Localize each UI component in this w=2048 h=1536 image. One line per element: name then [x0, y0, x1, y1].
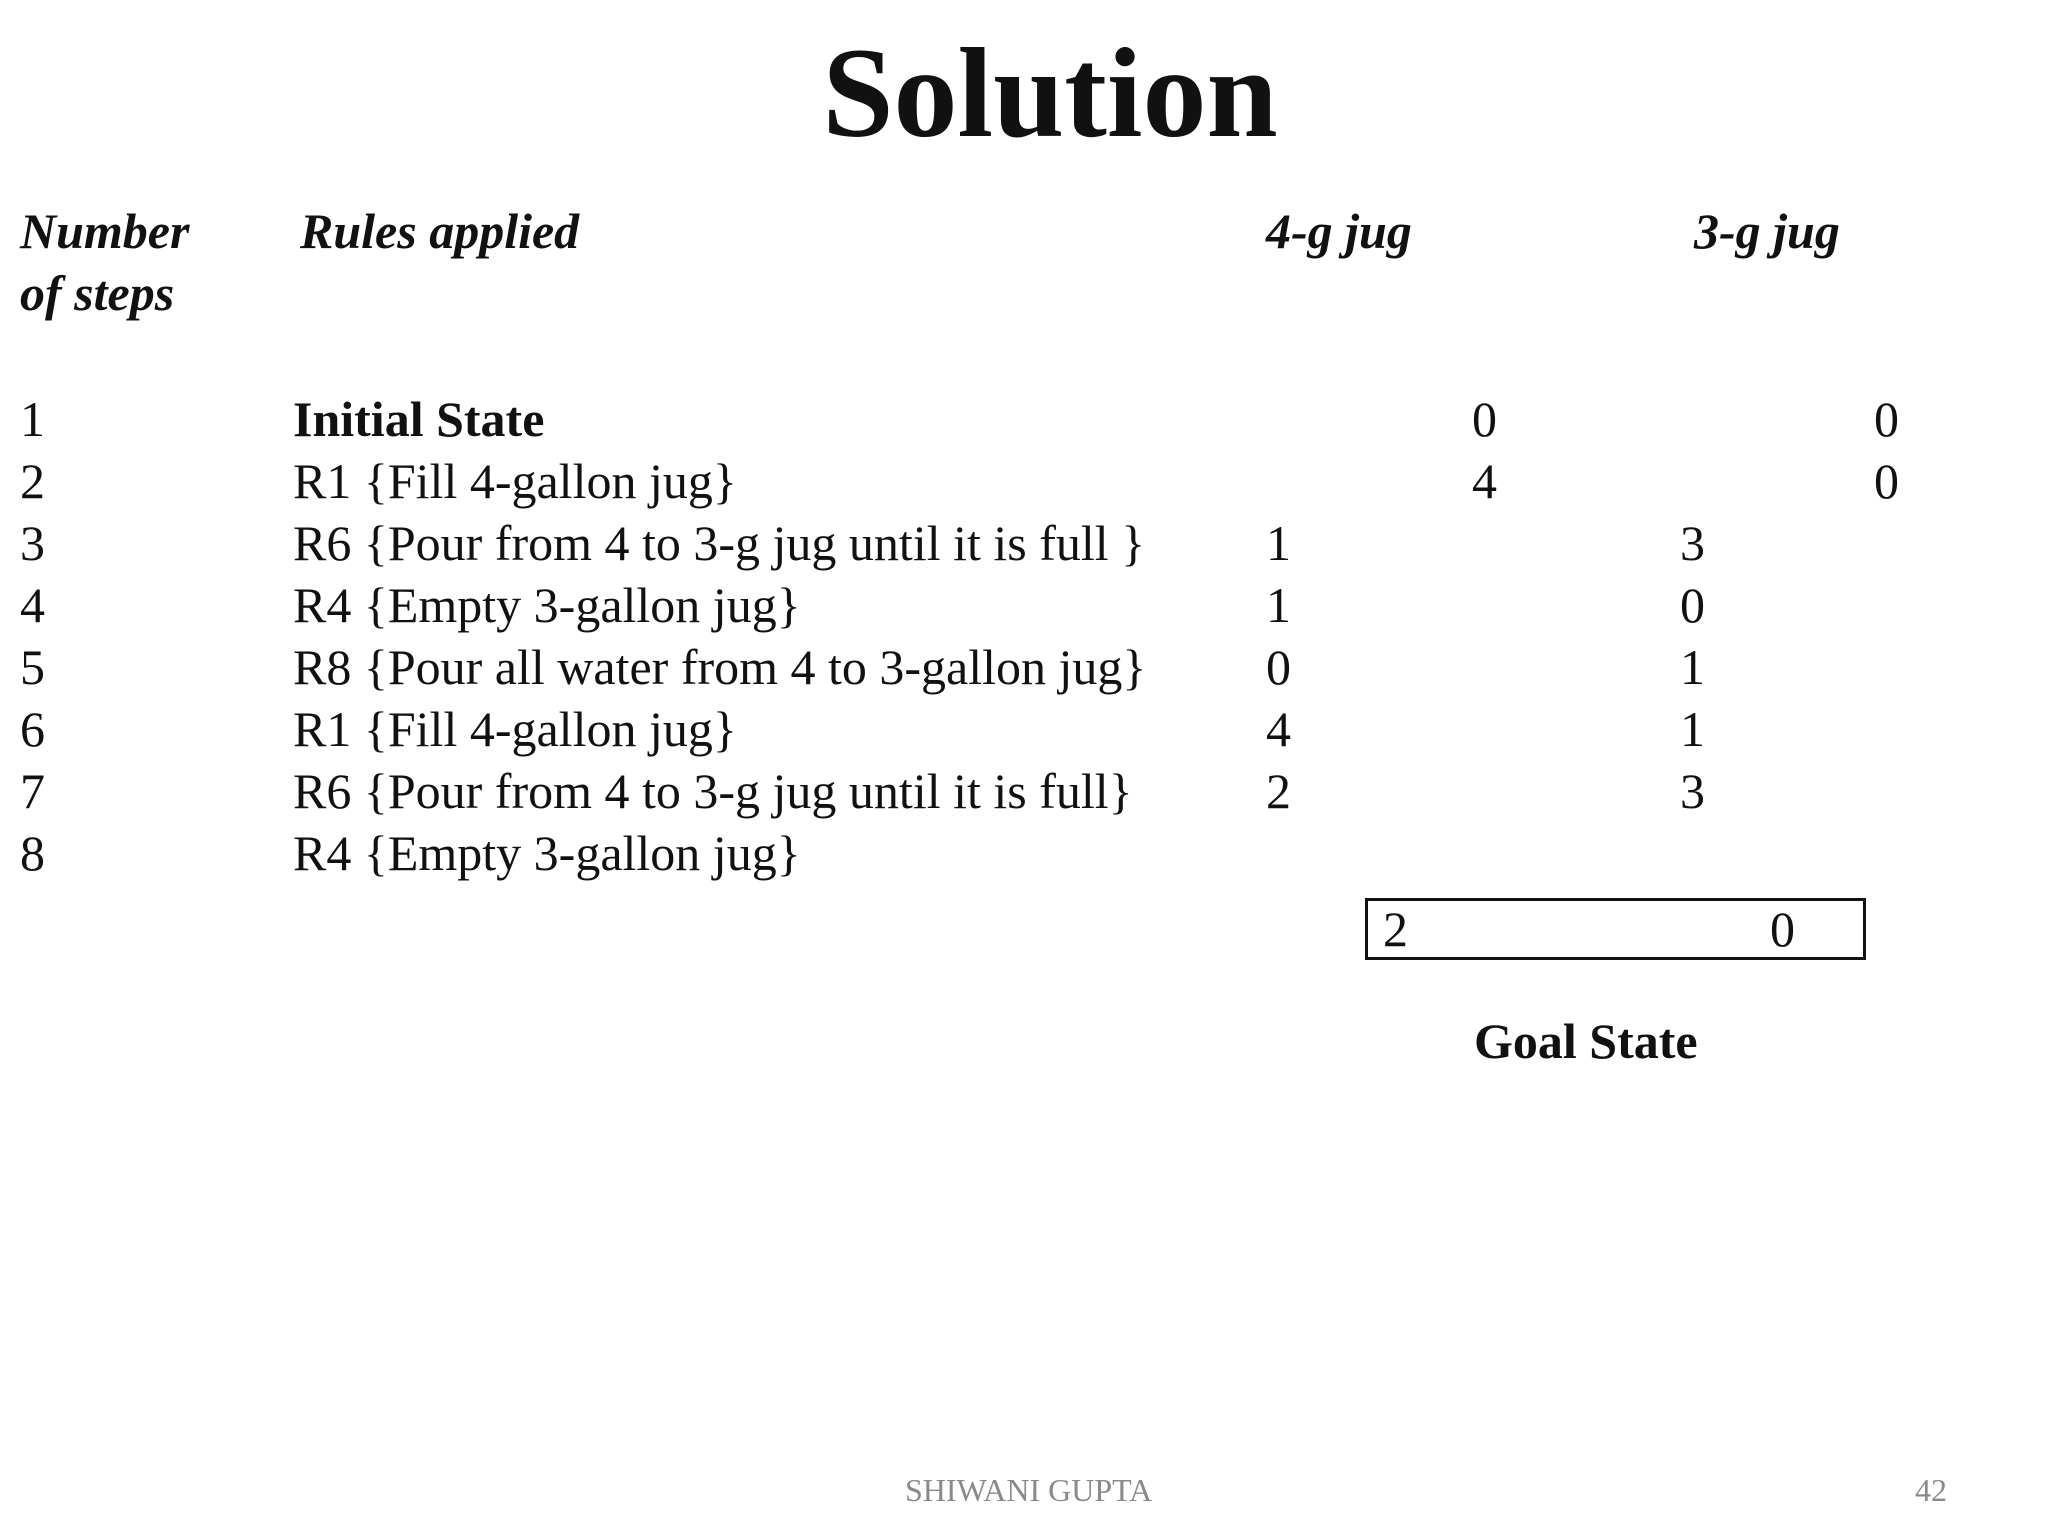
goal-state-box: [1365, 898, 1866, 960]
jug3-value: 3: [1680, 515, 1705, 571]
header-steps: [20, 200, 189, 324]
jug4-value: 4: [1472, 453, 1497, 509]
rule-applied: R4 {Empty 3-gallon jug}: [293, 577, 801, 633]
step-number: 2: [20, 453, 45, 509]
table-row: [0, 450, 2048, 512]
goal-jug3-value: 0: [1770, 901, 1795, 957]
step-number: 8: [20, 825, 45, 881]
header-rules: Rules applied: [300, 203, 580, 259]
header-4g-jug: 4-g jug: [1266, 203, 1412, 259]
table-row: [0, 822, 2048, 884]
table-row: [0, 698, 2048, 760]
jug4-value: 0: [1472, 391, 1497, 447]
jug3-value: 1: [1680, 701, 1705, 757]
page-number: 42: [1915, 1472, 1947, 1508]
jug4-value: 0: [1266, 639, 1291, 695]
table-row: [0, 760, 2048, 822]
step-number: 3: [20, 515, 45, 571]
rule-applied: R1 {Fill 4-gallon jug}: [293, 701, 737, 757]
table-row: [0, 574, 2048, 636]
step-number: 6: [20, 701, 45, 757]
step-number: 1: [20, 391, 45, 447]
jug3-value: 0: [1874, 453, 1899, 509]
rule-applied: R4 {Empty 3-gallon jug}: [293, 825, 801, 881]
jug4-value: 2: [1266, 763, 1291, 819]
table-row: [0, 636, 2048, 698]
goal-state-label: Goal State: [1474, 1013, 1698, 1069]
header-3g-jug: 3-g jug: [1694, 203, 1840, 259]
jug4-value: 1: [1266, 515, 1291, 571]
slide-title: Solution: [822, 22, 1278, 164]
table-row: [0, 388, 2048, 450]
rule-applied: R8 {Pour all water from 4 to 3-gallon jug}: [293, 639, 1147, 695]
goal-jug4-value: 2: [1383, 901, 1408, 957]
step-number: 5: [20, 639, 45, 695]
jug4-value: 1: [1266, 577, 1291, 633]
jug3-value: 0: [1680, 577, 1705, 633]
jug4-value: 4: [1266, 701, 1291, 757]
rule-applied: R6 {Pour from 4 to 3-g jug until it is full }: [293, 515, 1146, 571]
footer-author: SHIWANI GUPTA: [905, 1472, 1153, 1508]
jug3-value: 3: [1680, 763, 1705, 819]
jug3-value: 0: [1874, 391, 1899, 447]
step-number: 4: [20, 577, 45, 633]
header-steps-line2: of steps: [20, 265, 175, 321]
jug3-value: 1: [1680, 639, 1705, 695]
step-number: 7: [20, 763, 45, 819]
rule-applied: R1 {Fill 4-gallon jug}: [293, 453, 737, 509]
table-row: [0, 512, 2048, 574]
rule-applied: Initial State: [293, 391, 545, 447]
rule-applied: R6 {Pour from 4 to 3-g jug until it is full}: [293, 763, 1133, 819]
header-steps-line1: Number: [20, 203, 190, 259]
